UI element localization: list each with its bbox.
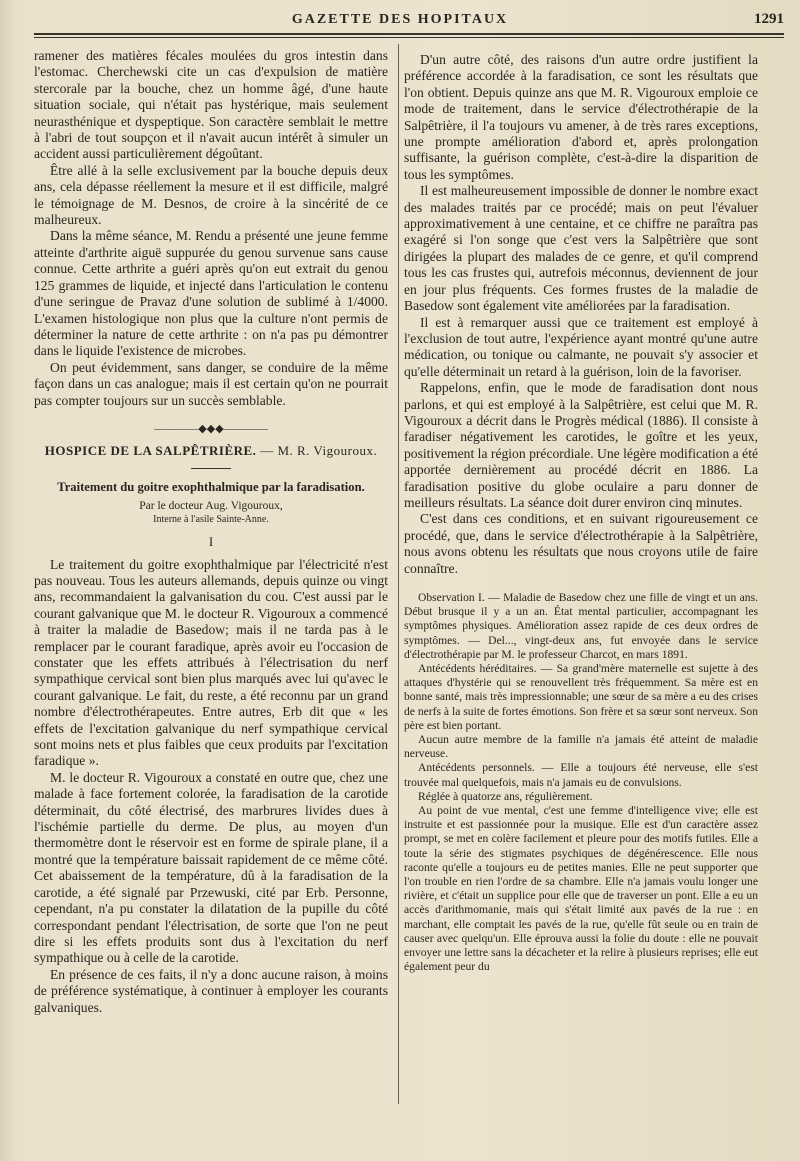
author-affiliation: Interne à l'asile Sainte-Anne. <box>153 514 269 526</box>
paragraph: Dans la même séance, M. Rendu a présenté une jeune femme atteinte d'arthrite aiguë suppurée du genou survenue sans cause connue. Cette arthrite a guéri après qu'on eut extrait du genou 125 grammes de liquide, et injecté dans l'articulation le contenu d'une seringue de Pravaz d'une solution de sublimé à 1/4000. L'examen histologique non plus que la culture n'ont permis de déterminer la nature de cette arthrite : on n'a pas pu démontrer dans le liquide l'existence de microbes. <box>34 228 388 359</box>
paragraph: Être allé à la selle exclusivement par la bouche depuis deux ans, cela dépasse réellement la mesure et il est difficile, malgré le témoignage de M. Desnos, de croire à la sincérité de ce malheureux. <box>34 162 388 228</box>
observation-paragraph: Au point de vue mental, c'est une femme d'intelligence vive; elle est instruite et est passionnée pour la musique. Elle est d'un caractère assez prompt, se met en colère facilement et pleure pour des motifs futiles. Elle a toute la série des stigmates psychiques de dégénérescence. Elle nous raconte qu'elle a toujours eu de petites manies. Elle ne peut supporter que l'on trouble en rien l'ordre de sa chambre. Elle n'a jamais voulu longer une rivière, et c'était un supplice pour elle que de traverser un pont. Elle a eu un accès d'arithmomanie, mais qui s'était limité aux pavés de la rue : en marchant, elle comptait les pavés de la rue, qu'elle fût seule ou en train de causer avec quelqu'un. Elle éprouva aussi la folie du doute : elle ne pouvait envoyer une lettre sans la décacheter et la relire à plusieurs reprises; elle eut également peur du <box>404 804 758 974</box>
article-title: Traitement du goitre exophthalmique par la faradisation. <box>57 479 365 494</box>
article-byline: Par le docteur Aug. Vigouroux, <box>139 500 283 513</box>
paragraph: C'est dans ces conditions, et en suivant rigoureusement ce procédé, que, dans le service d'électrothérapie à la Salpêtrière, nous avons obtenu les résultats que nous croyons utile de faire connaître. <box>404 511 758 576</box>
spacer <box>404 577 758 591</box>
paragraph: En présence de ces faits, il n'y a donc aucune raison, à moins de préférence systématique, à continuer à employer les courants galvaniques. <box>34 966 388 1015</box>
page-header-title: GAZETTE DES HOPITAUX <box>291 12 509 27</box>
paragraph: ramener des matières fécales moulées du gros intestin dans l'estomac. Cherchewski cite un cas d'expulsion de matière stercorale par la bouche, chez un homme âgé, d'une haute situation sociale, qui n'était pas hystérique, mais seulement neurasthénique et dyspeptique. Son caractère semblait le mettre à l'abri de tout soupçon et il n'avait aucun intérêt à simuler un accident aussi particulièrement dégoûtant. <box>34 48 388 162</box>
header-rule-thick <box>34 33 784 35</box>
paragraph: Il est malheureusement impossible de donner le nombre exact des malades traités par ce procédé; mais on peut l'évaluer approximativement à une centaine, et ce chiffre ne paraîtra pas exagéré si l'on songe que c'est vers la Salpêtrière que sont dirigées la plupart des malades de ce genre, et qu'il comprend tous les cas frustes qui, autrefois méconnus, deviennent de jour en jour plus fréquents. Ces formes frustes de la maladie de Basedow sont également vite améliorées par la faradisation. <box>404 183 758 314</box>
column-divider <box>398 44 399 1104</box>
paragraph: D'un autre côté, des raisons d'un autre ordre justifient la préférence accordée à la faradisation, ce sont les résultats que l'on obtient. Depuis quinze ans que M. R. Vigouroux emploie ce mode de traitement, dans le service d'électrothérapie de la Salpêtrière, il l'a toujours vu amener, à de très rares exceptions, une prompte amélioration d'abord et, après prolongation suffisante, la guérison complète, c'est-à-dire la disparition de tous les symptômes. <box>404 52 758 182</box>
short-divider <box>191 468 231 469</box>
hospice-author: — M. R. Vigouroux. <box>256 443 378 459</box>
section-ornament: ————◆◆◆———— <box>154 422 268 435</box>
observation-paragraph: Observation I. — Maladie de Basedow chez une fille de vingt et un ans. Début brusque il y a un an. État mental particulier, accompagnant les symptômes physiques. Amélioration assez rapide de ces deux ordres de symptômes. — Del..., vingt-deux ans, fut envoyée dans le service d'électrothérapie par M. le professeur Charcot, en mars 1891. <box>404 591 758 661</box>
section-number: I <box>208 534 214 550</box>
hospice-title: HOSPICE DE LA SALPÊTRIÈRE. <box>44 443 257 459</box>
observation-paragraph: Aucun autre membre de la famille n'a jamais été atteint de maladie nerveuse. <box>404 733 758 761</box>
paragraph: Le traitement du goitre exophthalmique par l'électricité n'est pas nouveau. Tous les auteurs allemands, depuis quinze ou vingt ans, recommandaient la galvanisation du cou. C'est aussi par le courant galvanique que M. le docteur R. Vigouroux a commencé à traiter la maladie de Basedow; mais il ne tarda pas à le remplacer par le courant faradique, après avoir eu l'occasion de constater que les effets attribués à l'électrisation du nerf sympathique cervical sont bien plus marqués avec lui qu'avec le courant galvanique. Le fait, du reste, a été reconnu par un grand nombre d'électrothérapeutes. Entre autres, Erb dit que « les effets de l'excitation galvanique du nerf sympathique cervical sont moins nets et plus faibles que ceux produits par l'excitation faradique ». <box>34 556 388 769</box>
left-column <box>34 48 388 1016</box>
paragraph: Rappelons, enfin, que le mode de faradisation dont nous parlons, et qui est employé à la Salpêtrière, est celui que M. R. Vigouroux a décrit dans le Progrès médical (1886). Il consiste à faradiser négativement les carotides, le goître et les yeux, positivement la région précordiale. Une légère modification a été apportée dernièrement au procédé décrit en 1886. La faradisation positive du globe oculaire a paru donner de meilleurs résultats. La séance doit durer environ cinq minutes. <box>404 380 758 510</box>
hospice-heading <box>34 443 388 459</box>
paragraph: Il est à remarquer aussi que ce traitement est employé à l'exclusion de tout autre, l'expérience ayant montré qu'une autre médication, ou tonique ou calmante, ne pouvait s'y associer et qu'elle déterminait un retard à la guérison, loin de la favoriser. <box>404 314 758 379</box>
header-rule-thin <box>34 37 784 38</box>
observation-block <box>404 591 758 974</box>
paragraph: On peut évidemment, sans danger, se conduire de la même façon dans un cas analogue; mais il est certain qu'on ne pourrait pas compter toujours sur un succès semblable. <box>34 359 388 408</box>
observation-paragraph: Antécédents héréditaires. — Sa grand'mère maternelle est sujette à des attaques d'hystérie qui se renouvellent très fréquemment. Sa mère est en bonne santé, mais très impressionnable; une sœur de sa mère a eu des crises de nerfs à la suite de fortes émotions. Son frère et sa sœur sont nerveux. Son père est bien portant. <box>404 662 758 732</box>
observation-paragraph: Réglée à quatorze ans, régulièrement. <box>418 789 593 803</box>
right-column <box>404 52 758 974</box>
paragraph: M. le docteur R. Vigouroux a constaté en outre que, chez une malade à face fortement colorée, la faradisation de la carotide déterminait, du côté électrisé, des marbrures livides dues à l'ischémie partielle du derme. De plus, au moyen d'un thermomètre dont le réservoir est en forme de spirale plane, il a montré que la température baissait rapidement de ce même côté. Cet abaissement de la température, dû à la faradisation de la carotide, a été signalé par Przewuski, cité par Erb. Personne, cependant, n'a pu constater la dilatation de la pupille du côté correspondant pendant l'électrisation, de sorte que l'on ne peut dire si les effets produits sont dus à l'excitation du nerf sympathique ou à celle de la carotide. <box>34 769 388 966</box>
observation-paragraph: Antécédents personnels. — Elle a toujours été nerveuse, elle s'est trouvée mal quelquefois, mais n'a jamais eu de convulsions. <box>404 761 758 789</box>
page-number: 1291 <box>754 11 784 27</box>
